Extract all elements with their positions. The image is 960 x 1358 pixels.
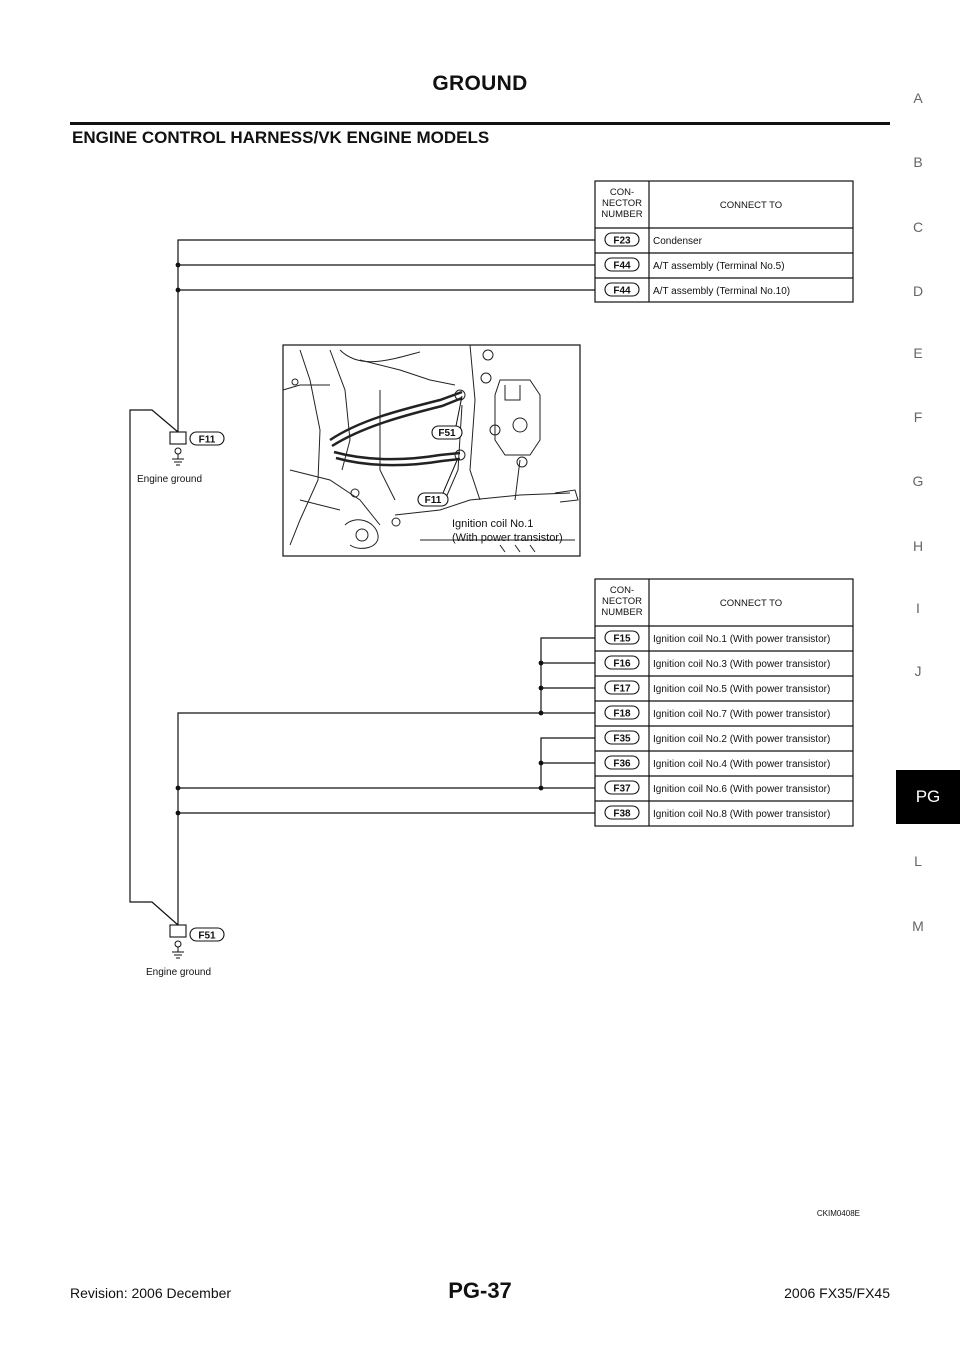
photo-caption-line1: Ignition coil No.1 [452,518,534,530]
connect-to-label: Ignition coil No.1 (With power transistor) [653,634,831,645]
photo-tag-f51: F51 [438,428,456,439]
ground-point-f11 [137,432,224,485]
bottom-header-connector-line3: NUMBER [601,607,643,618]
nav-letter-i[interactable]: I [916,600,920,616]
top-header-connector-line2: NECTOR [602,198,642,209]
wire-f18 [178,713,595,925]
connect-to-label: Ignition coil No.4 (With power transistor) [653,759,831,770]
connect-to-label: A/T assembly (Terminal No.5) [653,261,785,272]
ground-label: Engine ground [137,474,203,485]
bottom-header-connect-to: CONNECT TO [719,598,783,609]
nav-letter-m[interactable]: M [912,918,924,934]
top-header-connector-line3: NUMBER [601,209,643,220]
connector-tag [605,706,639,720]
svg-text:F23: F23 [613,235,631,247]
footer-page-number: PG-37 [448,1278,512,1303]
figure-code: CKIM0408E [816,1209,860,1218]
connect-to-label: Ignition coil No.7 (With power transistor) [653,709,831,720]
svg-text:F37: F37 [613,783,631,795]
nav-letter-l[interactable]: L [914,853,922,869]
wire-f15 [541,638,595,713]
page-header-title: GROUND [432,72,528,95]
nav-letter-a[interactable]: A [913,90,923,106]
svg-text:F17: F17 [613,683,631,695]
connect-to-label: Ignition coil No.8 (With power transistor) [653,809,831,820]
connector-tag [605,731,639,745]
top-header-connect-to: CONNECT TO [719,200,783,211]
footer-revision: Revision: 2006 December [70,1285,232,1301]
engine-location-illustration [283,345,580,556]
connector-tag [605,631,639,645]
connector-tag [605,258,639,272]
photo-caption-line2: (With power transistor) [452,532,563,544]
svg-text:F38: F38 [613,808,631,820]
svg-text:F35: F35 [613,733,631,745]
nav-letter-h[interactable]: H [912,538,924,554]
connect-to-label: Ignition coil No.2 (With power transistor) [653,734,831,745]
svg-text:F36: F36 [613,758,631,770]
footer-model: 2006 FX35/FX45 [784,1285,890,1301]
nav-letter-b[interactable]: B [913,154,923,170]
ground-label: Engine ground [146,967,212,978]
nav-letter-c[interactable]: C [912,219,924,235]
svg-text:F51: F51 [198,930,216,942]
connector-tag [605,656,639,670]
connector-tag [605,233,639,247]
ground-point-f51 [146,925,224,978]
nav-letter-e[interactable]: E [913,345,923,361]
nav-letter-f[interactable]: F [913,409,923,425]
connect-to-label: Condenser [653,236,702,247]
ground-link-wire [130,410,178,925]
connector-tag [605,806,639,820]
svg-text:F44: F44 [613,260,631,272]
svg-text:F11: F11 [198,434,216,446]
nav-letter-g[interactable]: G [912,473,924,489]
connect-to-label: Ignition coil No.3 (With power transistor) [653,659,831,670]
connector-tag [605,283,639,297]
connector-tag [605,756,639,770]
svg-text:F18: F18 [613,708,631,720]
nav-letter-pg-active[interactable]: PG [896,770,960,824]
section-title: ENGINE CONTROL HARNESS/VK ENGINE MODELS [72,128,490,147]
connect-to-label: Ignition coil No.6 (With power transistor) [653,784,831,795]
connector-tag [605,681,639,695]
connect-to-label: A/T assembly (Terminal No.10) [653,286,791,297]
photo-tag-f11: F11 [424,495,442,506]
connect-to-label: Ignition coil No.5 (With power transistor) [653,684,831,695]
connector-tag [605,781,639,795]
svg-text:F15: F15 [613,633,631,645]
svg-text:F16: F16 [613,658,631,670]
bottom-header-connector-line1: CON- [609,585,635,596]
top-header-connector-line1: CON- [609,187,635,198]
bottom-header-connector-line2: NECTOR [602,596,642,607]
nav-letter-j[interactable]: J [914,663,922,679]
nav-letter-d[interactable]: D [912,283,924,299]
svg-text:F44: F44 [613,285,631,297]
